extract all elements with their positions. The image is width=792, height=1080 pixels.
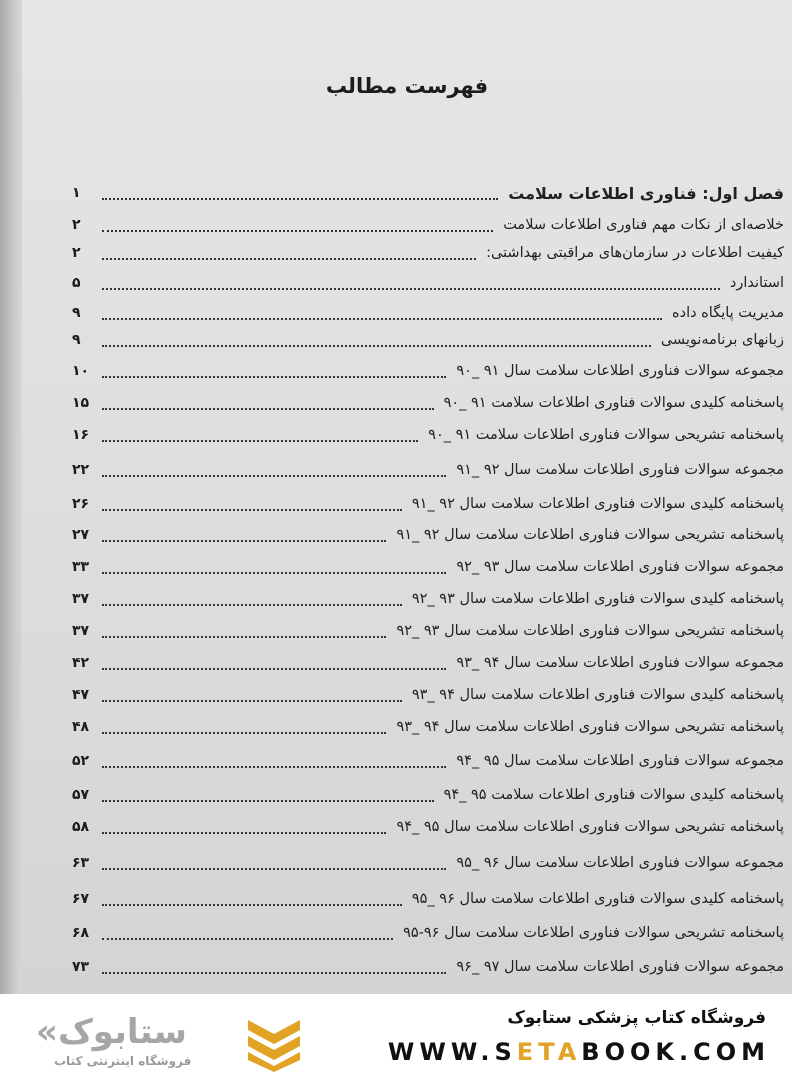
toc-row [72,552,784,582]
toc-page-number: ۲۷ [72,527,90,543]
toc-row [72,812,784,842]
toc-row [72,420,784,450]
toc-entry-title: مجموعه سوالات فناوری اطلاعات سلامت سال ۹۶ _۹۵ [456,855,784,871]
dot-leader [102,700,402,702]
toc-row [72,520,784,550]
logo-wordmark: «ستابوک [36,1012,187,1052]
toc-row [72,356,784,386]
dot-leader [102,345,651,347]
toc-page-number: ۵۲ [72,753,90,769]
toc-row [72,388,784,418]
toc-page-number: ۲ [72,245,81,261]
store-footer-banner [0,994,792,1080]
toc-row [72,780,784,810]
dot-leader [102,540,386,542]
toc-page-number: ۴۲ [72,655,90,671]
toc-row [72,952,784,982]
toc-page-number: ۵ [72,275,81,291]
toc-page-number: ۱۶ [72,427,90,443]
toc-row [72,680,784,710]
toc-entry-title: مجموعه سوالات فناوری اطلاعات سلامت سال ۹۳ _۹۲ [456,559,784,575]
toc-page-number: ۱ [72,185,81,201]
dot-leader [102,198,498,200]
toc-page-number: ۶۳ [72,855,90,871]
toc-entry-title: پاسخنامه تشریحی سوالات فناوری اطلاعات سلامت سال ۹۴ _۹۳ [396,719,784,735]
toc-row [72,238,784,268]
toc-row [72,616,784,646]
toc-page-number: ۲۲ [72,462,90,478]
dot-leader [102,509,402,511]
toc-entry-title: پاسخنامه تشریحی سوالات فناوری اطلاعات سلامت سال ۹۶-۹۵ [403,925,784,941]
toc-entry-title: پاسخنامه کلیدی سوالات فناوری اطلاعات سلامت سال ۹۲ _۹۱ [411,496,784,512]
store-logo [36,1012,306,1072]
dot-leader [102,732,386,734]
toc-page-number: ۲ [72,217,81,233]
toc-entry-title: مدیریت پایگاه داده [672,305,784,321]
toc-page-number: ۴۸ [72,719,90,735]
dot-leader [102,904,402,906]
toc-row [72,325,784,355]
toc-row [72,268,784,298]
store-name: فروشگاه کتاب پزشکی ستابوک [507,1008,766,1028]
dot-leader [102,972,446,974]
dot-leader [102,572,446,574]
toc-entry-title: پاسخنامه کلیدی سوالات فناوری اطلاعات سلامت سال ۹۶ _۹۵ [411,891,784,907]
toc-page-number: ۱۵ [72,395,90,411]
toc-row [72,455,784,485]
dot-leader [102,440,418,442]
toc-page-number: ۹ [72,305,81,321]
toc-entry-title: پاسخنامه تشریحی سوالات فناوری اطلاعات سلامت سال ۹۵ _۹۴ [396,819,784,835]
toc-row [72,712,784,742]
toc-entry-title: پاسخنامه کلیدی سوالات فناوری اطلاعات سلامت سال ۹۳ _۹۲ [411,591,784,607]
dot-leader [102,288,720,290]
toc-row [72,648,784,678]
dot-leader [102,766,446,768]
toc-entry-title: مجموعه سوالات فناوری اطلاعات سلامت سال ۹۵ _۹۴ [456,753,784,769]
toc-entry-title: کیفیت اطلاعات در سازمان‌های مراقبتی بهداشتی: [486,245,784,261]
dot-leader [102,668,446,670]
url-suffix: BOOK.COM [581,1038,770,1066]
toc-entry-title: پاسخنامه کلیدی سوالات فناوری اطلاعات سلامت ۹۱ _۹۰ [443,395,784,411]
logo-tagline: فروشگاه اینترنتی کتاب [54,1054,192,1068]
toc-entry-title: پاسخنامه تشریحی سوالات فناوری اطلاعات سلامت ۹۱ _۹۰ [428,427,784,443]
dot-leader [102,408,434,410]
toc-page-number: ۶۸ [72,925,90,941]
toc-entry-title: زبانهای برنامه‌نویسی [660,332,784,348]
url-accent: ETA [516,1038,582,1066]
dot-leader [102,258,476,260]
book-page [22,0,792,994]
dot-leader [102,800,434,802]
toc-page-number: ۵۷ [72,787,90,803]
toc-row [72,746,784,776]
dot-leader [102,604,402,606]
toc-chapter-row [72,178,784,208]
toc-entry-title: پاسخنامه تشریحی سوالات فناوری اطلاعات سلامت سال ۹۳ _۹۲ [396,623,784,639]
toc-page-number: ۴۷ [72,687,90,703]
page-title: فهرست مطالب [325,74,489,98]
dot-leader [102,318,662,320]
book-spine-shadow [0,0,22,994]
toc-page-number: ۵۸ [72,819,90,835]
toc-entry-title: مجموعه سوالات فناوری اطلاعات سلامت سال ۹۲ _۹۱ [456,462,784,478]
toc-entry-title: مجموعه سوالات فناوری اطلاعات سلامت سال ۹۴ _۹۳ [456,655,784,671]
dot-leader [102,230,493,232]
dot-leader [102,832,386,834]
store-url[interactable] [388,1038,770,1066]
dot-leader [102,475,446,477]
toc-entry-title: پاسخنامه کلیدی سوالات فناوری اطلاعات سلامت ۹۵ _۹۴ [443,787,784,803]
toc-page-number: ۹ [72,332,81,348]
toc-page-number: ۷۳ [72,959,90,975]
dot-leader [102,868,446,870]
dot-leader [102,636,386,638]
toc-row [72,489,784,519]
toc-page-number: ۳۷ [72,623,90,639]
toc-row [72,884,784,914]
dot-leader [102,938,393,940]
toc-entry-title: مجموعه سوالات فناوری اطلاعات سلامت سال ۹۷ _۹۶ [456,959,784,975]
toc-page-number: ۳۳ [72,559,90,575]
dot-leader [102,376,446,378]
toc-entry-title: پاسخنامه تشریحی سوالات فناوری اطلاعات سلامت سال ۹۲ _۹۱ [396,527,784,543]
url-prefix: WWW.S [387,1038,517,1066]
toc-page-number: ۱۰ [72,363,90,379]
toc-row [72,298,784,328]
toc-row [72,848,784,878]
toc-row [72,210,784,240]
toc-page-number: ۳۷ [72,591,90,607]
toc-row [72,584,784,614]
toc-entry-title: خلاصه‌ای از نکات مهم فناوری اطلاعات سلامت [503,217,784,233]
toc-page-number: ۶۷ [72,891,90,907]
toc-page-number: ۲۶ [72,496,90,512]
toc-entry-title: فصل اول: فناوری اطلاعات سلامت [508,183,784,203]
toc-entry-title: استاندارد [729,275,784,291]
toc-entry-title: پاسخنامه کلیدی سوالات فناوری اطلاعات سلامت سال ۹۴ _۹۳ [411,687,784,703]
toc-row [72,918,784,948]
chevron-stack-icon [244,1014,304,1072]
toc-entry-title: مجموعه سوالات فناوری اطلاعات سلامت سال ۹۱ _۹۰ [456,363,784,379]
